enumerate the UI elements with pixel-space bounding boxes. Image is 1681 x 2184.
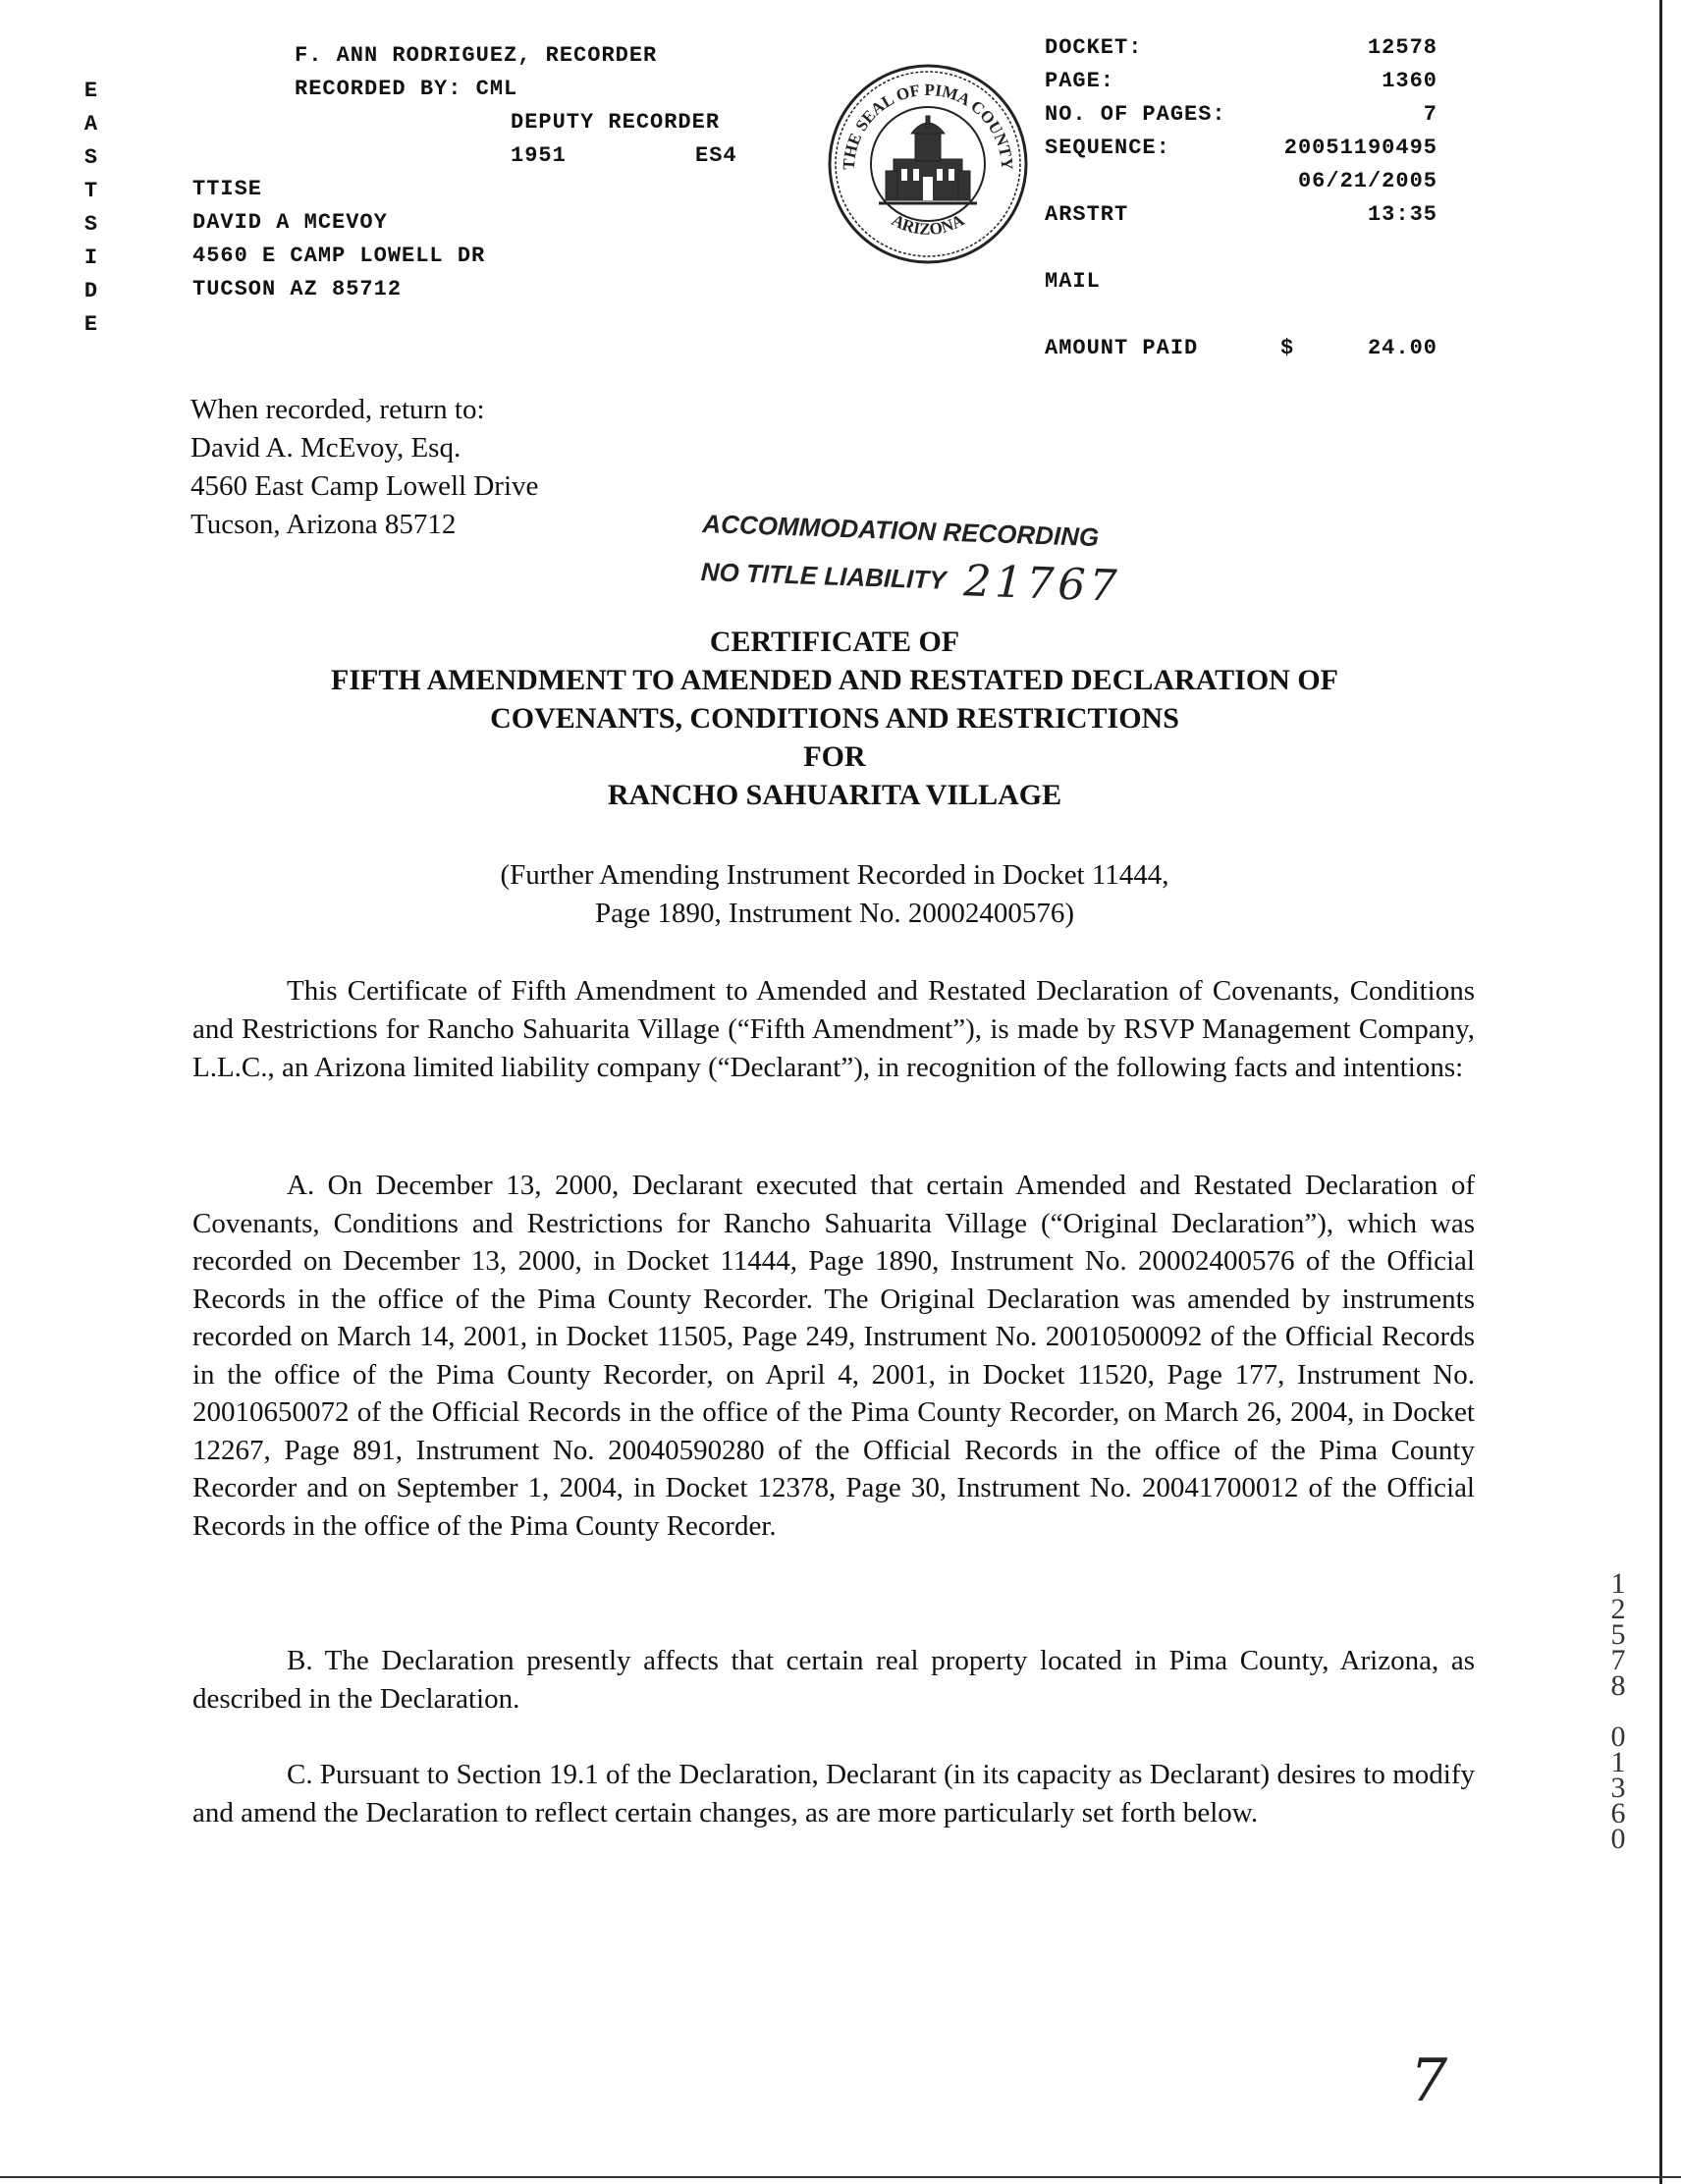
recital-b: B. The Declaration presently affects that certain real property located in Pima County, Arizona, as described in the Declaration. <box>192 1645 1475 1715</box>
date-row: 06/21/2005 <box>1297 169 1437 193</box>
addressee-name: DAVID A MCEVOY <box>192 210 388 235</box>
handwritten-number: 21767 <box>962 556 1122 612</box>
margin-docket-number: 1 2 5 7 8 0 1 3 6 0 <box>1610 1567 1626 1855</box>
accommodation-recording-stamp: ACCOMMODATION RECORDING NO TITLE LIABILITY 21767 <box>700 509 1122 612</box>
handwritten-page-mark: 7 <box>1410 2047 1448 2115</box>
docket-row: DOCKET: 12578 <box>1045 35 1437 60</box>
eastside-vertical-stamp: E A S T S I D E <box>83 79 99 337</box>
page-row: PAGE: 1360 <box>1045 69 1437 93</box>
document-subtitle: (Further Amending Instrument Recorded in Docket 11444, Page 1890, Instrument No. 20002400576) <box>500 859 1169 929</box>
mail-row: MAIL <box>1045 269 1101 294</box>
pima-county-seal-icon <box>825 61 1031 267</box>
sequence-row: SEQUENCE: 20051190495 <box>1045 136 1437 160</box>
recorded-by-line: RECORDED BY: CML <box>295 77 518 101</box>
seal-top-text: THE SEAL OF PIMA COUNTY <box>839 80 1017 171</box>
pages-row: NO. OF PAGES: 7 <box>1045 102 1437 127</box>
return-address: When recorded, return to: David A. McEvoy, Esq. 4560 East Camp Lowell Drive Tucson, Arizona 85712 <box>190 394 539 540</box>
seal-bottom-text: ARIZONA <box>888 210 968 239</box>
svg-text:ARIZONA <box>889 210 968 239</box>
intro-paragraph: This Certificate of Fifth Amendment to Amended and Restated Declaration of Covenants, Conditions and Restrictions for Rancho Sahuarita Village (“Fifth Amendment”), is made by RSVP Management Company, L.L.C., an Arizona limited liability company (“Declarant”), in recognition of the following facts and intentions: <box>192 975 1475 1083</box>
document-title: CERTIFICATE OF FIFTH AMENDMENT TO AMENDED AND RESTATED DECLARATION OF COVENANTS, CONDITIONS AND RESTRICTIONS FOR RANCHO SAHUARITA VILLAGE <box>331 626 1338 811</box>
docket-block <box>1045 31 1437 365</box>
recital-c: C. Pursuant to Section 19.1 of the Declaration, Declarant (in its capacity as Declarant) desires to modify and amend the Declaration to reflect certain changes, as are more particularly set forth below. <box>192 1759 1475 1829</box>
name-code: TTISE <box>192 177 263 201</box>
recorder-block <box>192 39 793 306</box>
recorder-codes: 1951 ES4 <box>511 143 737 168</box>
deputy-recorder: DEPUTY RECORDER <box>511 110 721 135</box>
addressee-city: TUCSON AZ 85712 <box>192 277 403 301</box>
type-time-row: ARSTRT 13:35 <box>1045 202 1437 227</box>
recorder-name: F. ANN RODRIGUEZ, RECORDER <box>295 43 658 68</box>
recital-a: A. On December 13, 2000, Declarant executed that certain Amended and Restated Declaration of Covenants, Conditions and Restrictions for Rancho Sahuarita Village (“Original Declaration”), which was recorded on December 13, 2000, in Docket 11444, Page 1890, Instrument No. 20002400576 of the Official Records in the office of the Pima County Recorder. The Original Declaration was amended by instruments recorded on March 14, 2001, in Docket 11505, Page 249, Instrument No. 20010500092 of the Official Records in the office of the Pima County Recorder, on April 4, 2001, in Docket 11520, Page 177, Instrument No. 20010650072 of the Official Records in the office of the Pima County Recorder, on March 26, 2004, in Docket 12267, Page 891, Instrument No. 20040590280 of the Official Records in the office of the Pima County Recorder and on September 1, 2004, in Docket 12378, Page 30, Instrument No. 20041700012 of the Official Records in the office of the Pima County Recorder. <box>192 1170 1475 1542</box>
addressee-street: 4560 E CAMP LOWELL DR <box>192 244 486 268</box>
scan-bottom-line <box>0 2176 1681 2178</box>
scan-edge-line <box>1659 0 1662 2184</box>
amount-row: AMOUNT PAID $ 24.00 <box>1045 336 1437 360</box>
